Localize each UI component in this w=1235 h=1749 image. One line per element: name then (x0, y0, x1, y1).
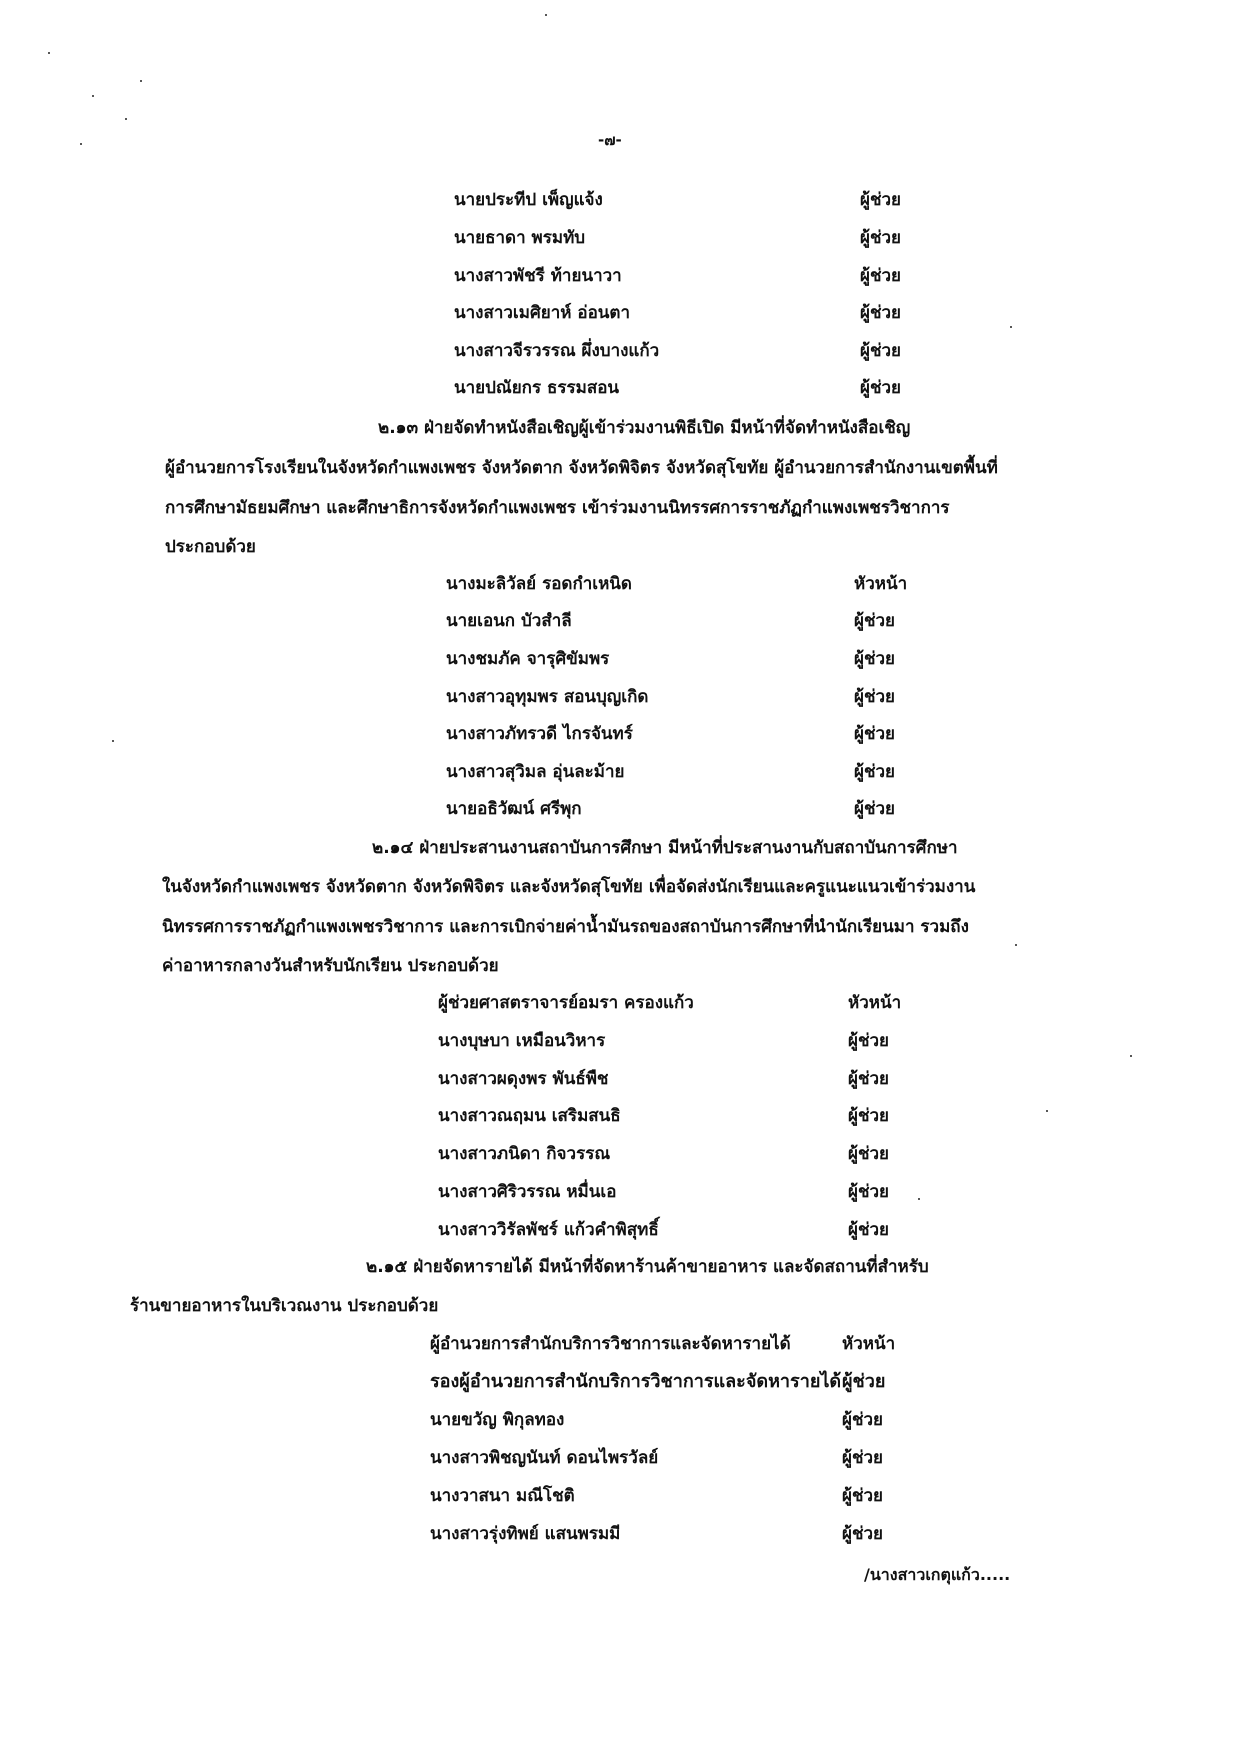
scan-speck (80, 143, 82, 145)
scan-speck (918, 1198, 920, 1200)
member-name: นางชมภัค จารุศิขัมพร (446, 649, 610, 669)
scan-speck (48, 52, 50, 54)
member-role: ผู้ช่วย (860, 341, 902, 361)
member-role: ผู้ช่วย (854, 649, 896, 669)
member-name: นางสาวเมศิยาห์ อ่อนตา (454, 303, 631, 323)
member-role: ผู้ช่วย (842, 1410, 884, 1430)
member-role: หัวหน้า (842, 1334, 896, 1354)
member-name: นายขวัญ พิกุลทอง (430, 1410, 565, 1430)
member-role: ผู้ช่วย (860, 303, 902, 323)
scan-speck (1015, 944, 1017, 946)
scan-speck (112, 740, 114, 742)
member-role: ผู้ช่วย (842, 1371, 886, 1392)
member-role: ผู้ช่วย (854, 687, 896, 707)
member-name: นางวาสนา มณีโชติ (430, 1486, 575, 1506)
member-role: ผู้ช่วย (854, 611, 896, 631)
member-role: ผู้ช่วย (860, 228, 902, 248)
paragraph-line: ค่าอาหารกลางวันสำหรับนักเรียน ประกอบด้วย (162, 956, 499, 976)
member-name: นางมะลิวัลย์ รอดกำเหนิด (446, 574, 632, 594)
paragraph-line: ผู้อำนวยการโรงเรียนในจังหวัดกำแพงเพชร จังหวัดตาก จังหวัดพิจิตร จังหวัดสุโขทัย ผู้อำนวยการสำนักงานเขตพื้นที่ (165, 458, 998, 478)
member-name: นางสาวรุ่งทิพย์ แสนพรมมี (430, 1524, 621, 1544)
member-name: นางสาวศิริวรรณ หมื่นเอ (438, 1182, 617, 1202)
member-name: นายประทีป เพ็ญแจ้ง (454, 190, 603, 210)
member-role: ผู้ช่วย (848, 1182, 890, 1202)
section-heading: ๒.๑๔ ฝ่ายประสานงานสถาบันการศึกษา มีหน้าที่ประสานงานกับสถาบันการศึกษา (372, 838, 958, 858)
member-role: ผู้ช่วย (848, 1069, 890, 1089)
member-role: ผู้ช่วย (860, 266, 902, 286)
scan-speck (125, 118, 127, 120)
page-number: -๗- (598, 131, 622, 149)
member-name: นายธาดา พรมทับ (454, 228, 586, 248)
member-name: ผู้อำนวยการสำนักบริการวิชาการและจัดหารายได้ (430, 1334, 791, 1354)
scan-speck (1046, 1110, 1048, 1112)
member-role: ผู้ช่วย (854, 762, 896, 782)
member-role: ผู้ช่วย (848, 1031, 890, 1051)
member-name: นางสาวภัทรวดี ไกรจันทร์ (446, 724, 633, 744)
paragraph-line: ในจังหวัดกำแพงเพชร จังหวัดตาก จังหวัดพิจิตร และจังหวัดสุโขทัย เพื่อจัดส่งนักเรียนและครูแนะแนวเข้าร่วมงาน (162, 877, 976, 897)
paragraph-line: การศึกษามัธยมศึกษา และศึกษาธิการจังหวัดกำแพงเพชร เข้าร่วมงานนิทรรศการราชภัฏกำแพงเพชรวิชาการ (165, 498, 950, 518)
member-name: นายปณัยกร ธรรมสอน (454, 378, 620, 398)
member-name: นางสาววิรัลพัชร์ แก้วคำพิสุทธิ์ (438, 1220, 659, 1240)
member-name: นายอธิวัฒน์ ศรีพุก (446, 799, 582, 819)
member-name: นางสาวสุวิมล อุ่นละม้าย (446, 762, 625, 782)
member-role: ผู้ช่วย (854, 724, 896, 744)
member-role: ผู้ช่วย (842, 1448, 884, 1468)
member-name: นางสาวผดุงพร พันธ์พืช (438, 1069, 609, 1089)
member-name: นางสาวภนิดา กิจวรรณ (438, 1144, 611, 1164)
member-role: ผู้ช่วย (860, 190, 902, 210)
section-heading: ๒.๑๕ ฝ่ายจัดหารายได้ มีหน้าที่จัดหาร้านค้าขายอาหาร และจัดสถานที่สำหรับ (366, 1257, 929, 1277)
member-role: ผู้ช่วย (842, 1524, 884, 1544)
scan-speck (92, 95, 94, 97)
member-role: ผู้ช่วย (842, 1486, 884, 1506)
section-heading: ๒.๑๓ ฝ่ายจัดทำหนังสือเชิญผู้เข้าร่วมงานพิธีเปิด มีหน้าที่จัดทำหนังสือเชิญ (378, 418, 911, 438)
member-name: นางสาวณฤมน เสริมสนธิ (438, 1106, 621, 1126)
member-name: นางบุษบา เหมือนวิหาร (438, 1031, 606, 1051)
member-role: ผู้ช่วย (848, 1106, 890, 1126)
member-name: ผู้ช่วยศาสตราจารย์อมรา ครองแก้ว (438, 993, 694, 1013)
member-name: นางสาวจีรวรรณ ผึ่งบางแก้ว (454, 341, 660, 361)
member-name: นางสาวพัชรี ท้ายนาวา (454, 266, 622, 286)
member-role: ผู้ช่วย (848, 1220, 890, 1240)
member-role: ผู้ช่วย (860, 378, 902, 398)
scan-speck (545, 14, 547, 16)
scan-speck (1010, 326, 1012, 328)
member-name: รองผู้อำนวยการสำนักบริการวิชาการและจัดหารายได้ (430, 1371, 842, 1392)
member-name: นางสาวอุทุมพร สอนบุญเกิด (446, 687, 649, 707)
member-name: นางสาวพิชญนันท์ ดอนไพรวัลย์ (430, 1448, 659, 1468)
member-role: ผู้ช่วย (848, 1144, 890, 1164)
continuation-marker: /นางสาวเกตุแก้ว..... (864, 1565, 1011, 1584)
member-role: หัวหน้า (848, 993, 902, 1013)
paragraph-line: นิทรรศการราชภัฏกำแพงเพชรวิชาการ และการเบิกจ่ายค่าน้ำมันรถของสถาบันการศึกษาที่นำนักเรียนมา รวมถึง (162, 917, 969, 937)
scan-speck (140, 80, 142, 82)
paragraph-line: ร้านขายอาหารในบริเวณงาน ประกอบด้วย (130, 1296, 439, 1316)
member-role: หัวหน้า (854, 574, 908, 594)
member-role: ผู้ช่วย (854, 799, 896, 819)
paragraph-line: ประกอบด้วย (165, 537, 256, 557)
member-name: นายเอนก บัวสำลี (446, 611, 572, 631)
scan-speck (1130, 1055, 1132, 1057)
